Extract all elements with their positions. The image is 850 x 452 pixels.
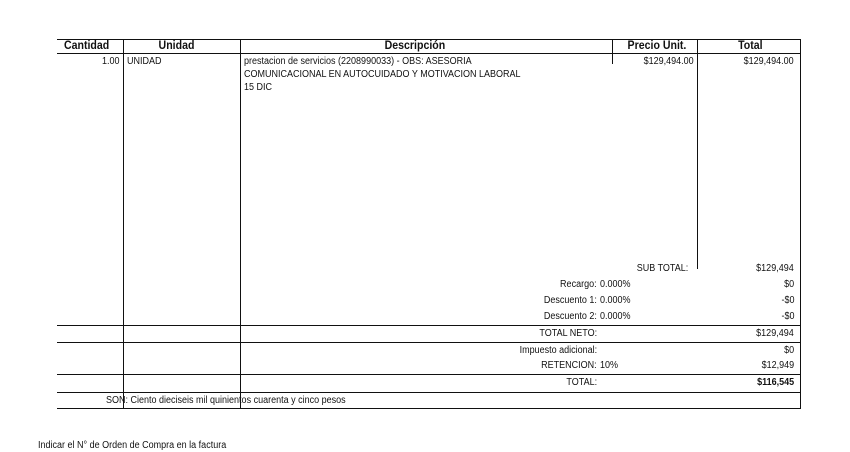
recargo-label: Recargo: [560,279,597,290]
rule-total [57,392,800,393]
recargo-pct: 0.000% [600,279,631,290]
col-divider-3 [612,39,613,64]
header-bottom-rule [57,53,800,54]
descuento1-value: -$0 [780,295,794,306]
retencion-label: RETENCION: [541,360,597,371]
retencion-pct: 10% [600,360,619,371]
descuento2-label: Descuento 2: [543,311,597,322]
col-header-precio-unit: Precio Unit. [627,40,687,52]
col-header-unidad: Unidad [158,40,195,52]
rule-descuento2 [57,325,800,326]
item-precio-unit: $129,494.00 [643,56,694,67]
col-divider-1 [123,39,124,409]
col-header-total: Total [738,40,763,52]
col-divider-2 [240,39,241,409]
descuento2-pct: 0.000% [600,311,631,322]
descuento1-pct: 0.000% [600,295,631,306]
col-header-descripcion: Descripción [384,40,446,52]
impuesto-label: Impuesto adicional: [519,345,597,356]
item-total: $129,494.00 [743,56,794,67]
item-cantidad: 1.00 [101,56,119,67]
col-header-cantidad: Cantidad [63,40,110,52]
rule-son [57,408,800,409]
total-label: TOTAL: [566,377,597,388]
item-descripcion-line-1: prestacion de servicios (2208990033) - OBS: ASESORIA [244,56,472,67]
total-neto-label: TOTAL NETO: [539,328,597,339]
col-divider-4 [697,39,698,269]
subtotal-value: $129,494 [756,263,794,274]
total-value: $116,545 [756,377,794,388]
impuesto-value: $0 [783,345,794,356]
son-amount-in-words: SON: Ciento dieciseis mil quinientos cuarenta y cinco pesos [106,395,346,406]
rule-retencion [57,374,800,375]
col-divider-5 [800,39,801,409]
item-unidad: UNIDAD [127,56,162,67]
item-descripcion-line-3: 15 DIC [244,82,273,93]
total-neto-value: $129,494 [756,328,794,339]
footer-note: Indicar el N° de Orden de Compra en la factura [38,440,227,451]
recargo-value: $0 [783,279,794,290]
rule-total-neto [57,342,800,343]
retencion-value: $12,949 [761,360,794,371]
descuento1-label: Descuento 1: [543,295,597,306]
item-descripcion-line-2: COMUNICACIONAL EN AUTOCUIDADO Y MOTIVACION LABORAL [244,69,521,80]
subtotal-label: SUB TOTAL: [636,263,688,274]
descuento2-value: -$0 [780,311,794,322]
